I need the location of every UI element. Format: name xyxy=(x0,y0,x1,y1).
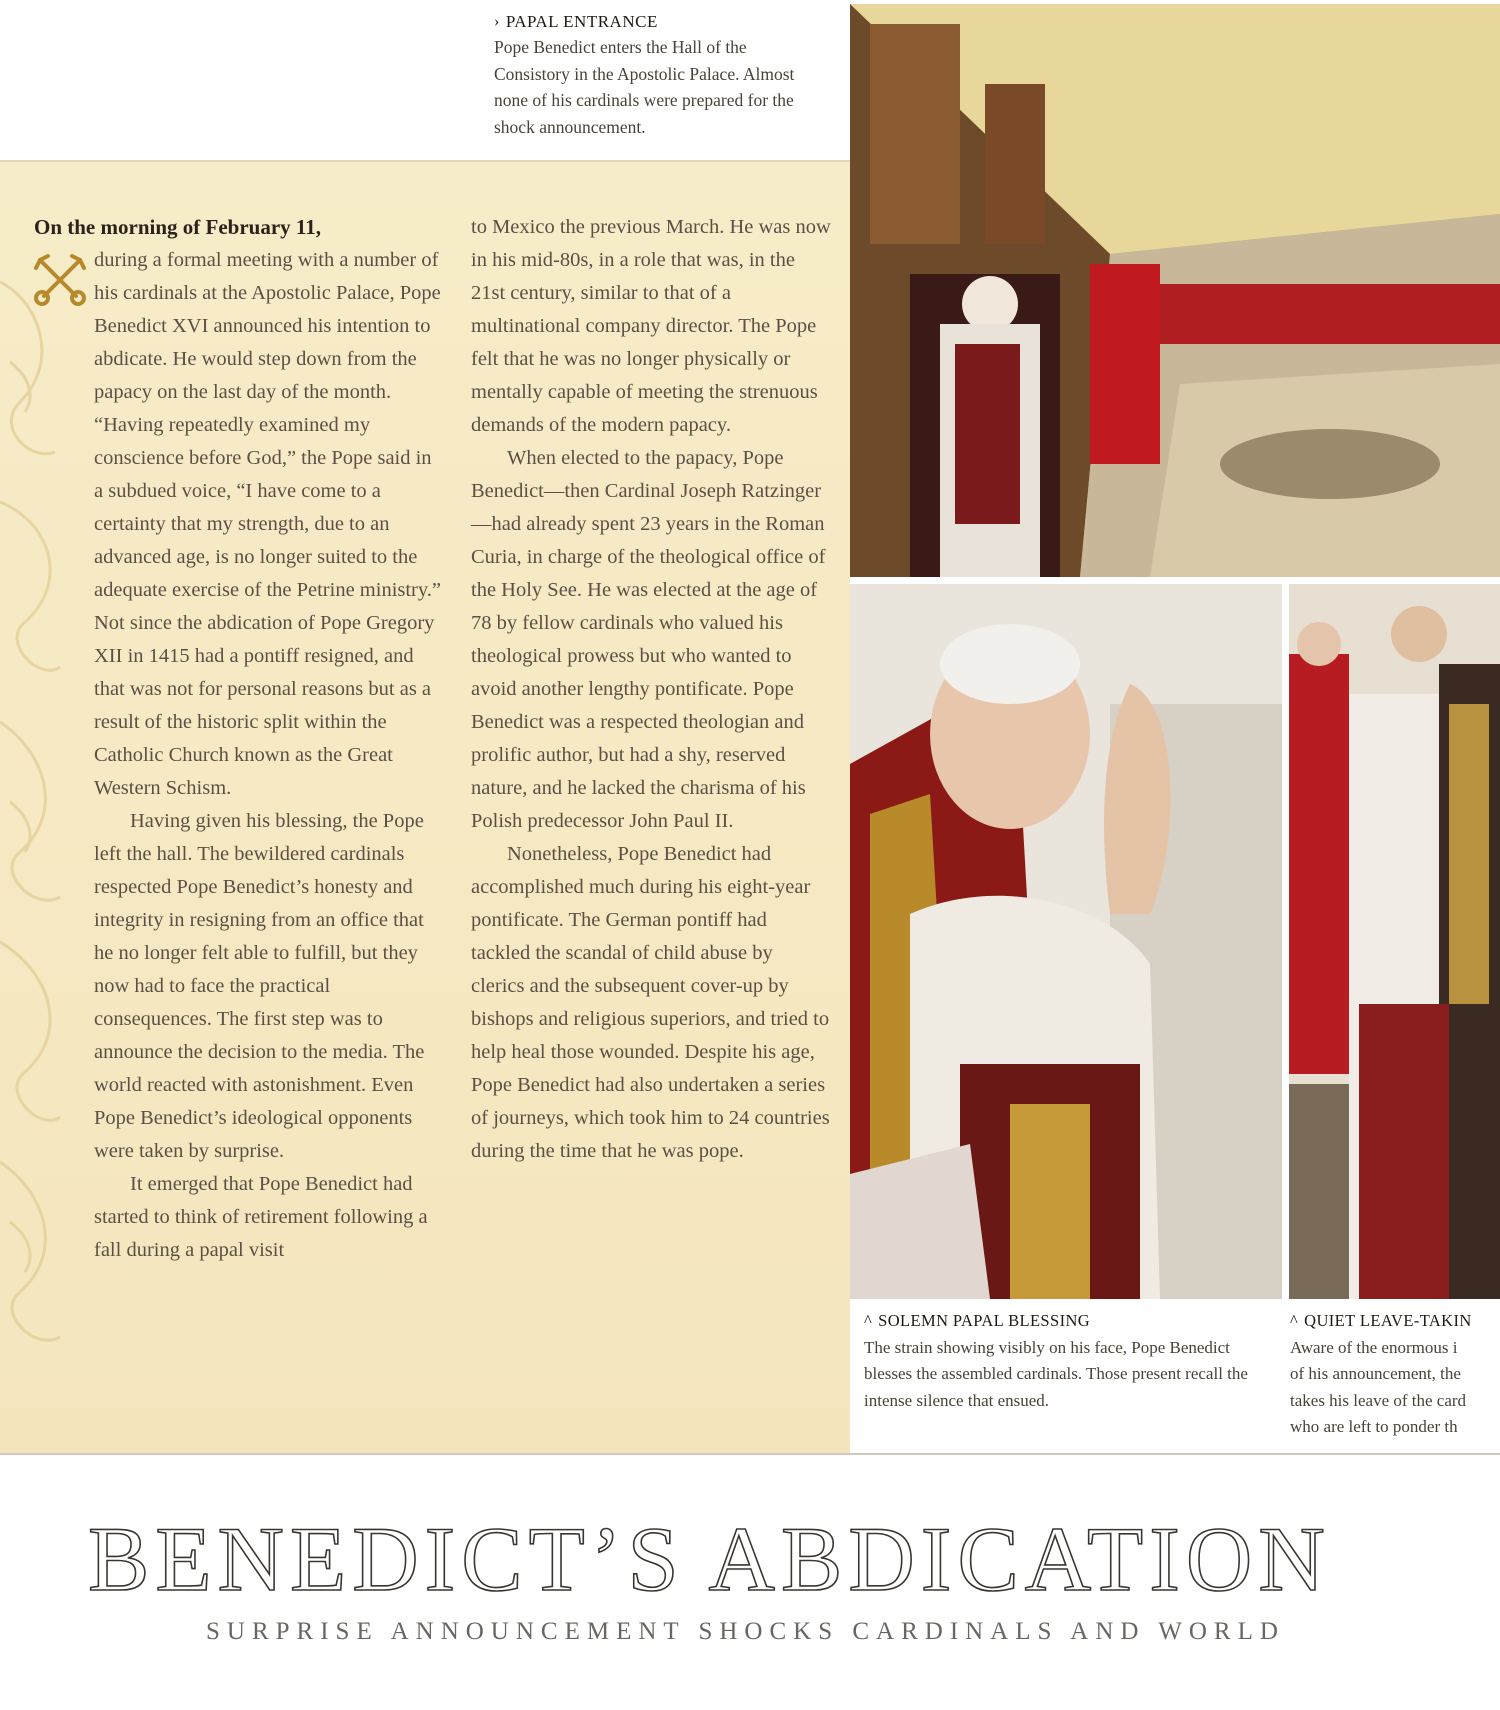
caption-line: takes his leave of the card xyxy=(1290,1390,1467,1410)
article-lead: On the morning of February 11, xyxy=(34,215,321,239)
chevron-up-icon: ^ xyxy=(864,1311,873,1330)
article-paragraph: during a formal meeting with a number of his cardinals at the Apostolic Palace, Pope Benedict XVI announced his intention to abdicate. He would step down from the papacy on the last day of the month. “Having repeatedly examined my conscience before God,” the Pope said in a subdued voice, “I have come to a certainty that my strength, due to an advanced age, is no longer suited to the adequate exercise of the Petrine ministry.” Not since the abdication of Pope Gregory XII in 1415 had a pontiff resigned, and that was not for personal reasons but as a result of the historic split within the Catholic Church known as the Great Western Schism. xyxy=(94,249,442,799)
caption-text: The strain showing visibly on his face, Pope Benedict blesses the assembled cardinals. Those present recall the intense silence that ensued. xyxy=(864,1337,1248,1410)
caption-heading: QUIET LEAVE-TAKIN xyxy=(1304,1311,1472,1330)
photo-papal-entrance xyxy=(850,4,1500,577)
caption-line: who are left to ponder th xyxy=(1290,1417,1458,1436)
article-paragraph: to Mexico the previous March. He was now in his mid-80s, in a role that was, in the 21st century, similar to that of a multinational company director. The Pope felt that he was no longer physically or mentally capable of meeting the strenuous demands of the modern papacy. xyxy=(471,216,831,436)
photo-solemn-blessing xyxy=(850,584,1282,1299)
caption-line: of his announcement, the xyxy=(1290,1364,1461,1383)
top-caption-heading: › PAPAL ENTRANCE xyxy=(494,12,658,31)
chevron-up-icon: ^ xyxy=(1290,1311,1299,1330)
top-caption-text: Pope Benedict enters the Hall of the Consistory in the Apostolic Palace. Almost none of his cardinals were prepared for the shock announcement. xyxy=(494,37,795,137)
photo-quiet-leave-taking xyxy=(1289,584,1500,1299)
article-paragraph: When elected to the papacy, Pope Benedict—then Cardinal Joseph Ratzinger—had already spent 23 years in the Roman Curia, in charge of the theological office of the Holy See. He was elected at the age of 78 by fellow cardinals who valued his theological prowess but who wanted to avoid another lengthy pontificate. Pope Benedict was a respected theologian and prolific author, but had a shy, reserved nature, and he lacked the charisma of his Polish predecessor John Paul II. xyxy=(471,447,826,832)
caption-quiet-leave-taking xyxy=(1290,1308,1500,1441)
top-photo-caption xyxy=(494,12,824,140)
section-divider xyxy=(0,1453,1500,1455)
article-paragraph: Nonetheless, Pope Benedict had accomplished much during his eight-year pontificate. The German pontiff had tackled the scandal of child abuse by clerics and the subsequent cover-up by bishops and religious superiors, and tried to help heal those wounded. Despite his age, Pope Benedict had also undertaken a series of journeys, which took him to 24 countries during the time that he was pope. xyxy=(471,843,830,1162)
page-title: BENEDICT’S ABDICATION xyxy=(88,1508,1331,1610)
caption-line: Aware of the enormous i xyxy=(1290,1337,1458,1357)
article-column-right xyxy=(471,211,831,1168)
caption-solemn-blessing xyxy=(864,1308,1274,1414)
page-subtitle: SURPRISE ANNOUNCEMENT SHOCKS CARDINALS AND WORLD xyxy=(206,1618,1285,1645)
caption-heading: SOLEMN PAPAL BLESSING xyxy=(878,1311,1091,1330)
article-column-left xyxy=(34,211,444,1267)
article-paragraph: Having given his blessing, the Pope left the hall. The bewildered cardinals respected Pope Benedict’s honesty and integrity in resigning from an office that he no longer felt able to fulfill, but they now had to face the practical consequences. The first step was to announce the decision to the media. The world reacted with astonishment. Even Pope Benedict’s ideological opponents were taken by surprise. xyxy=(94,810,425,1162)
chevron-right-icon: › xyxy=(494,13,500,30)
article-paragraph: It emerged that Pope Benedict had started to think of retirement following a fall during a papal visit xyxy=(94,1173,428,1261)
